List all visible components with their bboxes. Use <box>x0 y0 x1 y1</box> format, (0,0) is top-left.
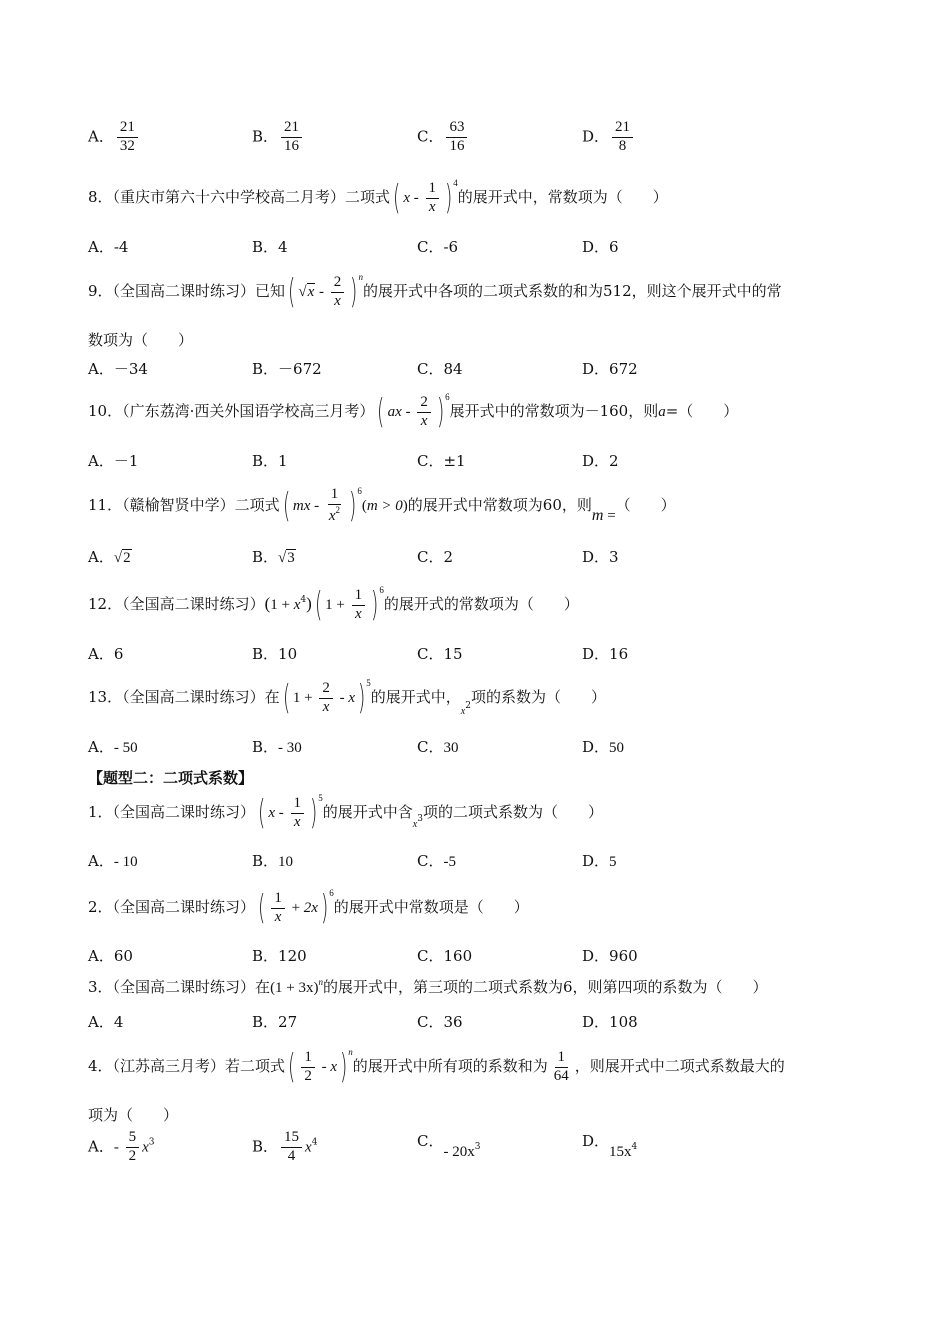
option-a: A．4 <box>88 1013 124 1031</box>
denominator: 8 <box>618 137 627 154</box>
option-a: A．√2 <box>88 548 131 566</box>
question-10: 10．（广东荔湾·西关外国语学校高三月考）( ax - $\frac{2}{x}$ )$^6$展开式中的常数项为－160，则a=（ ） <box>88 392 739 432</box>
option-d: D．16 <box>582 645 629 663</box>
option-b: B． $\frac{21}{16}$ <box>252 120 305 155</box>
option-d: D．672 <box>582 360 638 378</box>
numerator: 21 <box>612 120 633 138</box>
type2-question-1: 1．（全国高二课时练习）( x - $\frac{1}{x}$ )$^5$的展开式中含$_{x3}$项的二项式系数为（ ） <box>88 793 603 833</box>
option-c: C．160 <box>417 947 473 965</box>
q10-options <box>0 450 950 490</box>
numerator: 63 <box>446 120 467 138</box>
numerator: 21 <box>117 120 138 138</box>
option-c: C． $\frac{63}{16}$ <box>417 120 470 155</box>
question-8: 8．（重庆市第六十六中学校高二月考）二项式( x - $\frac{1}{x}$ )$^4$的展开式中，常数项为（ ） <box>88 178 668 218</box>
q11-options <box>0 546 950 586</box>
option-d: D．960 <box>582 947 638 965</box>
option-c: C．-6 <box>417 238 459 256</box>
numerator: 21 <box>281 120 302 138</box>
option-b: B． $\frac{15}{4}$ $x^4$ <box>252 1129 318 1164</box>
option-d: D．50 <box>582 738 625 756</box>
option-b: B．4 <box>252 238 288 256</box>
t3-options <box>0 1011 950 1051</box>
option-d: D．2 <box>582 452 619 470</box>
question-12: 12．（全国高二课时练习）$(1 + x^4)$( 1 + $\frac{1}{x}$ )$^6$的展开式的常数项为（ ） <box>88 585 579 625</box>
option-b: B．10 <box>252 852 294 870</box>
option-b: B．－672 <box>252 360 322 378</box>
sqrt: √x <box>298 284 315 300</box>
option-c: C．±1 <box>417 452 466 470</box>
option-d: D．3 <box>582 548 619 566</box>
question-11: 11．（赣榆智贤中学）二项式( mx - $\frac{1}{x^2}$ )$^6$(m > 0)的展开式中常数项为60，则m =（ ） <box>88 486 676 526</box>
option-a: A．- $\frac{5}{2}$ $x^3$ <box>88 1129 155 1164</box>
question-13: 13．（全国高二课时练习）在( 1 + $\frac{2}{x}$ - x)$^5$的展开式中，$_{x2}$项的系数为（ ） <box>88 678 606 718</box>
t1-options <box>0 850 950 890</box>
q8-options <box>0 236 950 276</box>
option-a: A．60 <box>88 947 133 965</box>
option-c: C．15 <box>417 645 463 663</box>
q7-options <box>0 120 950 160</box>
t4-options <box>0 1130 950 1170</box>
option-a: A．－34 <box>88 360 148 378</box>
option-a: A．- 10 <box>88 852 138 870</box>
q12-options <box>0 643 950 683</box>
option-b: B．- 30 <box>252 738 302 756</box>
option-d: D． $\frac{21}{8}$ <box>582 120 636 155</box>
type2-question-4-cont: 项为（ ） <box>88 1106 179 1124</box>
option-c: C．-5 <box>417 852 456 870</box>
option-a: A．- 50 <box>88 738 138 756</box>
denominator: 16 <box>449 137 465 154</box>
option-c: C．84 <box>417 360 463 378</box>
option-d: D．5 <box>582 852 617 870</box>
option-b: B．120 <box>252 947 307 965</box>
option-c: C．2 <box>417 548 454 566</box>
type2-question-2: 2．（全国高二课时练习）( $\frac{1}{x}$ + 2x)$^6$的展开式中常数项是（ ） <box>88 888 529 928</box>
option-d: D．6 <box>582 238 619 256</box>
option-c: C．30 <box>417 738 459 756</box>
option-a: A． $\frac{21}{32}$ <box>88 120 141 155</box>
denominator: 32 <box>119 137 135 154</box>
question-9: 9．（全国高二课时练习）已知( √x - $\frac{2}{x}$ )$^n$的展开式中各项的二项式系数的和为512，则这个展开式中的常 <box>88 272 782 312</box>
denominator: 16 <box>284 137 300 154</box>
option-a: A．-4 <box>88 238 129 256</box>
option-b: B．1 <box>252 452 288 470</box>
option-a: A．－1 <box>88 452 139 470</box>
type2-question-3: 3．（全国高二课时练习）在$(1 + 3x)^n$的展开式中，第三项的二项式系数为6，则第四项的系数为（ ） <box>88 977 768 996</box>
type2-question-4: 4．（江苏高三月考）若二项式( $\frac{1}{2}$ - x)$^n$的展开式中所有项的系数和为 $\frac{1}{64}$ ，则展开式中二项式系数最大的 <box>88 1047 785 1087</box>
question-9-cont: 数项为（ ） <box>88 331 194 349</box>
option-a: A．6 <box>88 645 124 663</box>
option-b: B．10 <box>252 645 298 663</box>
section-heading: 【题型二：二项式系数】 <box>88 769 254 787</box>
option-b: B．27 <box>252 1013 298 1031</box>
option-d: D．$15x_4$ <box>582 1132 638 1160</box>
option-c: C．36 <box>417 1013 463 1031</box>
option-c: C．- $20x_3$ <box>417 1132 481 1160</box>
option-d: D．108 <box>582 1013 638 1031</box>
option-b: B．√3 <box>252 548 295 566</box>
